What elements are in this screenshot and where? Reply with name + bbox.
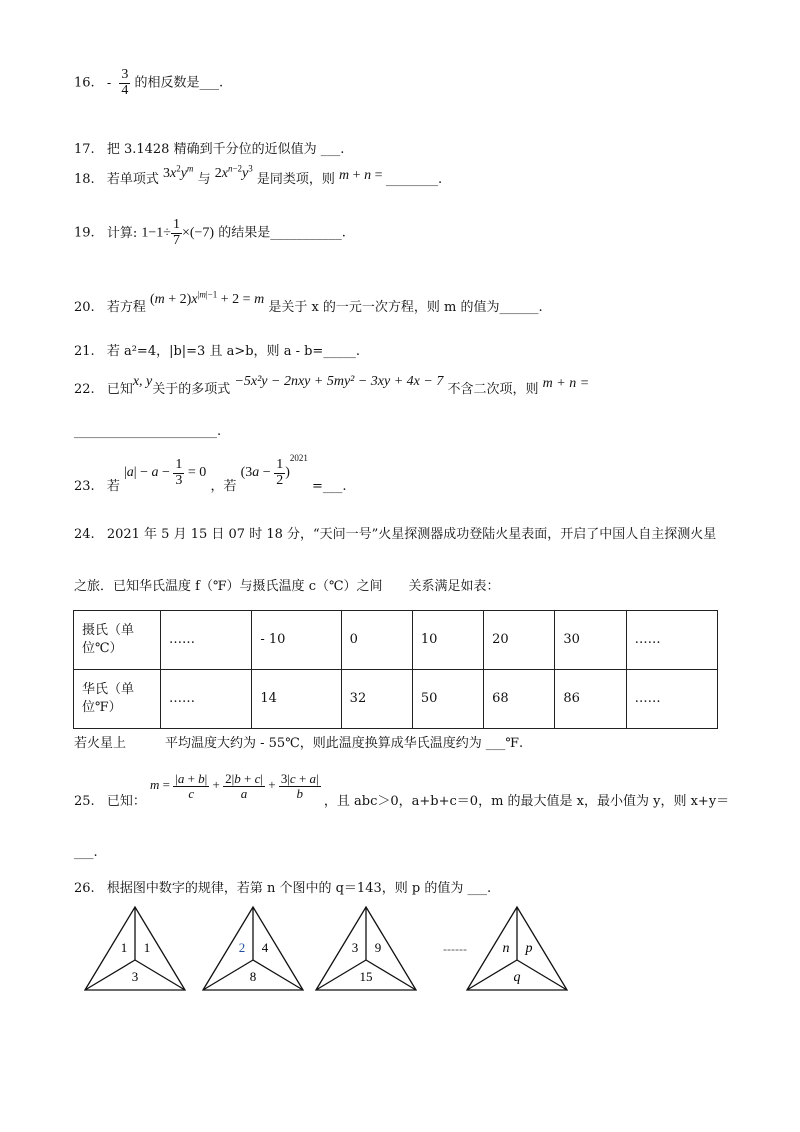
equals-sign: =: [371, 168, 386, 183]
question-number: 19.: [74, 225, 95, 241]
expression: ×(−7): [181, 225, 215, 241]
variables: x, y: [132, 374, 153, 389]
question-text: ，且 abc＞0，a+b+c＝0，m 的最大值是 x，最小值为 y，则 x+y＝: [323, 794, 730, 810]
expression: n: [364, 168, 372, 183]
numerator: 1: [172, 217, 180, 232]
question-number: 16.: [74, 75, 95, 91]
question-24-after: 若火星上 平均温度大约为 - 55℃，则此温度换算成华氏温度约为 ___℉.: [74, 736, 524, 751]
question-number: 17.: [74, 142, 95, 157]
question-text: 已知：: [106, 794, 146, 810]
question-26: [74, 877, 491, 896]
question-text: 是关于 x 的一元一次方程，则 m 的值为______.: [268, 300, 543, 315]
formula: m = $\frac{|a + b|}{c}$ + $\frac{2|b + c|}{a}$ + $\frac{3|c + a|}{b}$: [149, 771, 319, 801]
polynomial: −5x²y − 2nxy + 5my² − 3xy + 4x − 7: [234, 374, 444, 389]
fraction: $\frac{1}{3}$: [175, 457, 183, 488]
row-header: 摄氏（单位℃）: [74, 611, 161, 670]
figure-bottom-number: q: [513, 970, 521, 985]
table-row: [74, 611, 718, 670]
question-text: 与: [197, 172, 211, 187]
ellipsis-dots: ------: [443, 942, 467, 956]
figure-left-number: 1: [120, 940, 128, 955]
question-17: [74, 138, 344, 157]
monomial-1: $3x^2y^m$: [162, 163, 194, 181]
monomial-2: $2x^{n-2}y^3$: [214, 163, 253, 181]
figure-right-number: p: [525, 941, 533, 956]
question-text: 计算:: [106, 225, 138, 241]
figure-bottom-number: 3: [131, 969, 139, 984]
question-text: 若方程: [106, 300, 146, 315]
expression: (3a − $\frac{1}{2}$ )$^{2021}$: [240, 452, 308, 488]
question-text: 不含二次项，则: [447, 382, 539, 397]
question-number: 25.: [74, 794, 95, 810]
question-text: 已知: [106, 382, 133, 397]
question-text: 若单项式: [106, 172, 159, 187]
question-text: 的相反数是___.: [134, 75, 224, 91]
expression: 1−1÷: [141, 225, 171, 241]
table-cell: 0: [341, 611, 412, 670]
triangle-figure-n: [467, 907, 567, 990]
denominator: 4: [121, 82, 129, 98]
question-24-line2: 之旅．已知华氏温度 f（℉）与摄氏温度 c（℃）之间 关系满足如表：: [74, 579, 500, 594]
question-20: [74, 289, 543, 316]
temperature-table: [73, 610, 718, 729]
figure-bottom-number: 8: [249, 969, 257, 984]
question-number: 23.: [74, 479, 95, 495]
table-cell: 30: [555, 611, 626, 670]
figure-right-number: 9: [374, 940, 382, 955]
question-number: 20.: [74, 300, 95, 315]
minus-sign: -: [106, 75, 112, 91]
expression: m: [339, 168, 350, 183]
table-cell: 32: [341, 670, 412, 729]
triangle-figure-3: [316, 907, 416, 990]
table-cell: ……: [626, 670, 717, 729]
question-text: 若 a²=4，|b|=3 且 a>b，则 a - b=_____.: [106, 344, 360, 359]
fraction: $\frac{|a + b|}{c}$: [175, 771, 208, 801]
question-text: 根据图中数字的规律，若第 n 个图中的 q＝143，则 p 的值为 ___.: [106, 881, 492, 896]
plus-sign: +: [349, 168, 365, 183]
triangle-figures: [0, 895, 800, 1005]
expression: m + n =: [542, 376, 590, 391]
table-cell: 20: [484, 611, 555, 670]
question-number: 22.: [74, 382, 95, 397]
answer-blank: ______________________.: [74, 424, 222, 439]
table-row: [74, 670, 718, 729]
triangle-figure-1: [85, 907, 185, 990]
answer-blank: ________.: [385, 172, 443, 187]
question-25: [74, 771, 730, 810]
question-text: =___.: [312, 479, 347, 495]
question-text: 把 3.1428 精确到千分位的近似值为 ___.: [106, 142, 345, 157]
fraction: [119, 68, 130, 98]
answer-blank: ___.: [74, 845, 98, 860]
fraction: $\frac{2|b + c|}{a}$: [225, 771, 263, 801]
table-cell: 50: [412, 670, 483, 729]
question-text: 是同类项，则: [256, 172, 335, 187]
question-24-line1: [74, 523, 716, 542]
equation: $(m + 2)x^{|m|-1} + 2 = m$: [149, 289, 265, 307]
question-23: [74, 452, 347, 495]
question-text: 关于的多项式: [152, 382, 231, 397]
equation: |a| − a − $\frac{1}{3}$ = 0: [123, 457, 207, 488]
question-19: [74, 218, 346, 248]
figure-right-number: 1: [143, 940, 151, 955]
question-number: 26.: [74, 881, 95, 896]
row-header: 华氏（单位℉）: [74, 670, 161, 729]
numerator: 3: [121, 67, 129, 82]
fraction: $\frac{1}{2}$: [276, 457, 284, 488]
figure-right-number: 4: [261, 940, 269, 955]
question-22: [74, 374, 590, 398]
question-text: 的结果是___________.: [218, 225, 346, 241]
table-cell: ……: [626, 611, 717, 670]
figure-left-number: 2: [238, 940, 246, 955]
table-cell: 14: [252, 670, 341, 729]
fraction: $\frac{3|c + a|}{b}$: [280, 771, 319, 801]
question-21: [74, 340, 360, 359]
question-number: 18.: [74, 172, 95, 187]
table-cell: 86: [555, 670, 626, 729]
question-16: [74, 68, 223, 98]
table-cell: 68: [484, 670, 555, 729]
question-number: 21.: [74, 344, 95, 359]
question-text: 2021 年 5 月 15 日 07 时 18 分，“天问一号”火星探测器成功登陆火星表面，开启了中国人自主探测火星: [106, 527, 717, 542]
table-cell: - 10: [252, 611, 341, 670]
denominator: 7: [172, 232, 180, 248]
table-cell: 10: [412, 611, 483, 670]
table-cell: ……: [161, 611, 252, 670]
figure-left-number: 3: [351, 940, 359, 955]
table-cell: ……: [161, 670, 252, 729]
fraction: [171, 218, 182, 248]
triangle-figure-2: [203, 907, 303, 990]
question-text: ，若: [210, 479, 237, 495]
figure-left-number: n: [502, 941, 510, 956]
question-text: 若: [106, 479, 120, 495]
figure-bottom-number: 15: [359, 969, 373, 984]
question-18: [74, 163, 443, 188]
question-number: 24.: [74, 527, 95, 542]
